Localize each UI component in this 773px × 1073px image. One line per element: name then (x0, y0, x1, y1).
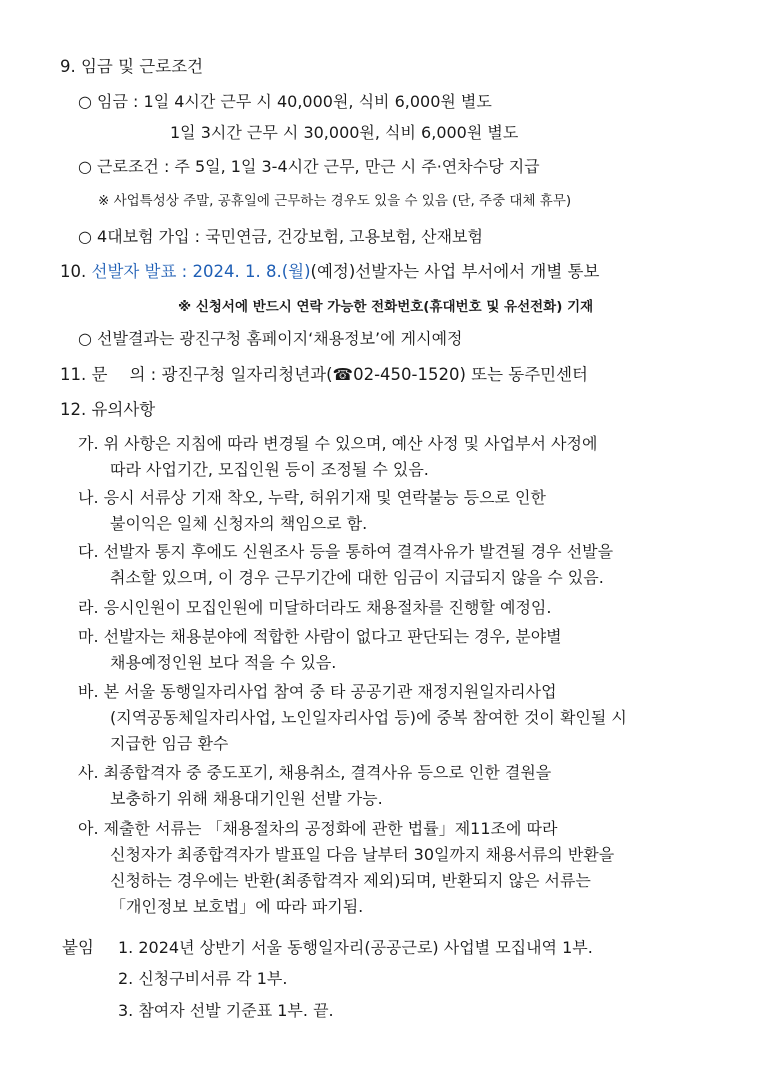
notice-item-sa-line-1: 사. 최종합격자 중 중도포기, 채용취소, 결격사유 등으로 인한 결원을 (78, 763, 552, 782)
section-10-line (60, 261, 599, 283)
phone-number-note: ※ 신청서에 반드시 연락 가능한 전화번호(휴대번호 및 유선전화) 기재 (178, 299, 594, 315)
notice-item-a-line-2: 신청자가 최종합격자가 발표일 다음 날부터 30일까지 채용서류의 반환을 (110, 845, 615, 864)
attachment-item-1: 1. 2024년 상반기 서울 동행일자리(공공근로) 사업별 모집내역 1부. (118, 938, 593, 957)
notice-item-ga-line-1: 가. 위 사항은 지침에 따라 변경될 수 있으며, 예산 사정 및 사업부서 사정에 (78, 434, 598, 453)
notice-item-na-line-2: 불이익은 일체 신청자의 책임으로 함. (110, 514, 368, 533)
notice-item-ga-line-2: 따라 사업기간, 모집인원 등이 조정될 수 있음. (110, 460, 429, 479)
result-posting: ○ 선발결과는 광진구청 홈페이지‘채용정보’에 게시예정 (78, 329, 463, 348)
section-11-number: 11. (60, 365, 87, 384)
announcement-detail: (예정)선발자는 사업 부서에서 개별 통보 (310, 262, 600, 281)
notice-item-ba-line-3: 지급한 임금 환수 (110, 734, 229, 753)
announcement-label: 선발자 발표 : (91, 262, 188, 281)
work-conditions: ○ 근로조건 : 주 5일, 1일 3-4시간 근무, 만근 시 주·연차수당 지급 (78, 157, 540, 176)
notice-item-sa-line-2: 보충하기 위해 채용대기인원 선발 가능. (110, 789, 383, 808)
notice-item-ba-line-1: 바. 본 서울 동행일자리사업 참여 중 타 공공기관 재정지원일자리사업 (78, 682, 557, 701)
notice-item-a-line-4: 「개인정보 보호법」에 따라 파기됨. (110, 897, 364, 916)
inquiry-label-b: 의 (129, 365, 146, 384)
section-12-title: 12. 유의사항 (60, 400, 156, 419)
attachment-item-2: 2. 신청구비서류 각 1부. (118, 969, 288, 988)
notice-item-ba-line-2: (지역공동체일자리사업, 노인일자리사업 등)에 중복 참여한 것이 확인될 시 (110, 708, 627, 727)
notice-item-ma-line-2: 채용예정인원 보다 적을 수 있음. (110, 653, 337, 672)
inquiry-contact: : 광진구청 일자리청년과(☎02-450-1520) 또는 동주민센터 (150, 365, 588, 384)
section-11-inquiry (60, 364, 588, 386)
notice-item-a-line-3: 신청하는 경우에는 반환(최종합격자 제외)되며, 반환되지 않은 서류는 (110, 871, 591, 890)
announcement-date: 2024. 1. 8.(월) (192, 262, 311, 281)
notice-item-ra: 라. 응시인원이 모집인원에 미달하더라도 채용절차를 진행할 예정임. (78, 598, 552, 617)
insurance-line: ○ 4대보험 가입 : 국민연금, 건강보험, 고용보험, 산재보험 (78, 227, 483, 246)
section-10-number: 10. (60, 262, 87, 281)
notice-item-ma-line-1: 마. 선발자는 채용분야에 적합한 사람이 없다고 판단되는 경우, 분야별 (78, 627, 562, 646)
attachment-item-3: 3. 참여자 선발 기준표 1부. 끝. (118, 1001, 334, 1020)
wage-line-1: ○ 임금 : 1일 4시간 근무 시 40,000원, 식비 6,000원 별도 (78, 92, 492, 111)
attachment-label: 붙임 (62, 938, 94, 957)
wage-line-2: 1일 3시간 근무 시 30,000원, 식비 6,000원 별도 (170, 123, 519, 142)
work-conditions-note: ※ 사업특성상 주말, 공휴일에 근무하는 경우도 있을 수 있음 (단, 주중 대체 휴무) (98, 193, 572, 209)
notice-item-a-line-1: 아. 제출한 서류는 「채용절차의 공정화에 관한 법률」제11조에 따라 (78, 819, 558, 838)
section-9-title: 9. 임금 및 근로조건 (60, 57, 204, 76)
inquiry-label-a: 문 (91, 365, 108, 384)
notice-item-da-line-2: 취소할 있으며, 이 경우 근무기간에 대한 임금이 지급되지 않을 수 있음. (110, 568, 604, 587)
notice-item-da-line-1: 다. 선발자 통지 후에도 신원조사 등을 통하여 결격사유가 발견될 경우 선발을 (78, 542, 614, 561)
notice-item-na-line-1: 나. 응시 서류상 기재 착오, 누락, 허위기재 및 연락불능 등으로 인한 (78, 488, 546, 507)
